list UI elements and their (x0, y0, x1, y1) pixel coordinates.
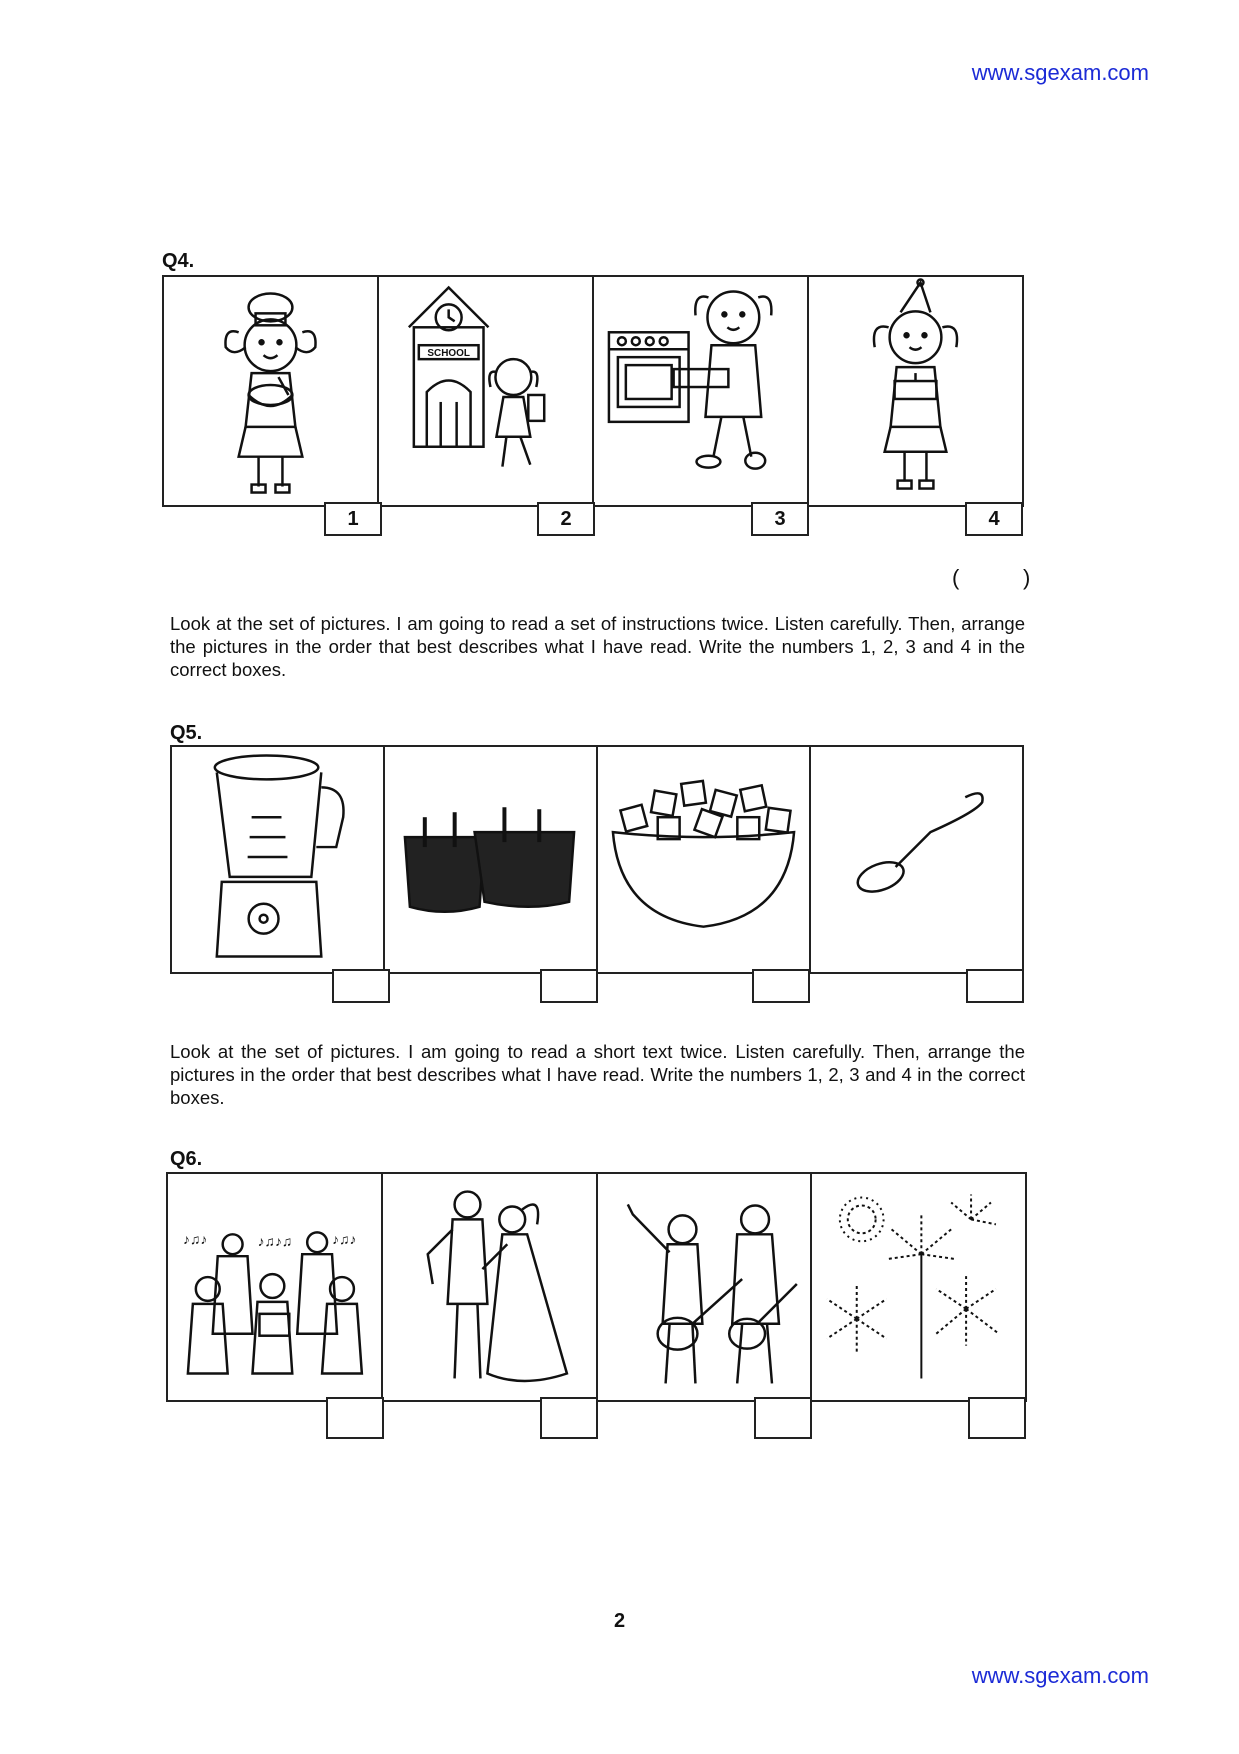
q6-number-box-3[interactable] (754, 1397, 812, 1439)
girl-walking-to-school-icon (379, 277, 592, 505)
q5-number-box-2[interactable] (540, 969, 598, 1003)
q5-panel-3 (598, 747, 811, 972)
q5-panel-1 (172, 747, 385, 972)
q4-panel-4 (809, 277, 1022, 505)
svg-text:♪♫♪: ♪♫♪ (332, 1231, 357, 1248)
q5-panel-4 (811, 747, 1022, 972)
q4-label: Q4. (162, 250, 195, 272)
guitarists-performing-icon (598, 1174, 811, 1400)
girl-birthday-cake-icon (809, 277, 1022, 505)
q4-panel-1 (164, 277, 379, 505)
q6-number-box-4[interactable] (968, 1397, 1026, 1439)
q4-panel-2 (379, 277, 594, 505)
q4-answer-open-paren: ( (952, 565, 960, 590)
q5-number-box-3[interactable] (752, 969, 810, 1003)
page-number: 2 (613, 1610, 626, 1632)
q4-picture-strip (162, 275, 1024, 507)
q6-panel-1 (168, 1174, 383, 1400)
school-sign-text: SCHOOL (427, 348, 470, 360)
instruction-text-1: Look at the set of pictures. I am going to read a set of instructions twice. Listen carefully. Then, arrange the pictures in the order that best describes what I have read. Write the numbers 1, 2, 3 and 4 in the correct boxes. (170, 613, 1025, 680)
fireworks-icon (812, 1174, 1025, 1400)
q4-number-box-1: 1 (324, 502, 382, 536)
svg-text:♪♫♪: ♪♫♪ (182, 1231, 208, 1248)
spoon-icon (811, 747, 1022, 972)
header-website: www.sgexam.com (971, 60, 1149, 85)
q4-number-box-2: 2 (537, 502, 595, 536)
q6-number-box-2[interactable] (540, 1397, 598, 1439)
footer-website: www.sgexam.com (971, 1663, 1149, 1688)
q6-panel-3 (598, 1174, 813, 1400)
bowl-of-ice-cubes-icon (598, 747, 809, 972)
couple-dancing-icon (383, 1174, 596, 1400)
q5-picture-strip (170, 745, 1024, 974)
q5-panel-2 (385, 747, 598, 972)
q6-panel-4 (812, 1174, 1025, 1400)
q6-picture-strip (166, 1172, 1027, 1402)
q4-number-box-4: 4 (965, 502, 1023, 536)
instruction-text-2: Look at the set of pictures. I am going to read a short text twice. Listen carefully. Then, arrange the pictures in the order that best describes what I have read. Write the numbers 1, 2, 3 and 4 in the correct boxes. (170, 1041, 1025, 1108)
girl-chef-mixing-bowl-icon (164, 277, 377, 505)
q5-number-box-1[interactable] (332, 969, 390, 1003)
q6-label: Q6. (170, 1148, 203, 1170)
q4-number-box-3: 3 (751, 502, 809, 536)
q6-number-box-1[interactable] (326, 1397, 384, 1439)
svg-text:♪♫♪♫: ♪♫♪♫ (257, 1233, 293, 1250)
q6-panel-2 (383, 1174, 598, 1400)
ice-pop-mould-icon (385, 747, 596, 972)
q5-label: Q5. (170, 722, 203, 744)
q5-number-box-4[interactable] (966, 969, 1024, 1003)
girl-baking-oven-icon (594, 277, 807, 505)
q4-answer-close-paren: ) (1023, 565, 1031, 590)
choir-singing-icon (168, 1174, 381, 1400)
blender-icon (172, 747, 383, 972)
q4-panel-3 (594, 277, 809, 505)
